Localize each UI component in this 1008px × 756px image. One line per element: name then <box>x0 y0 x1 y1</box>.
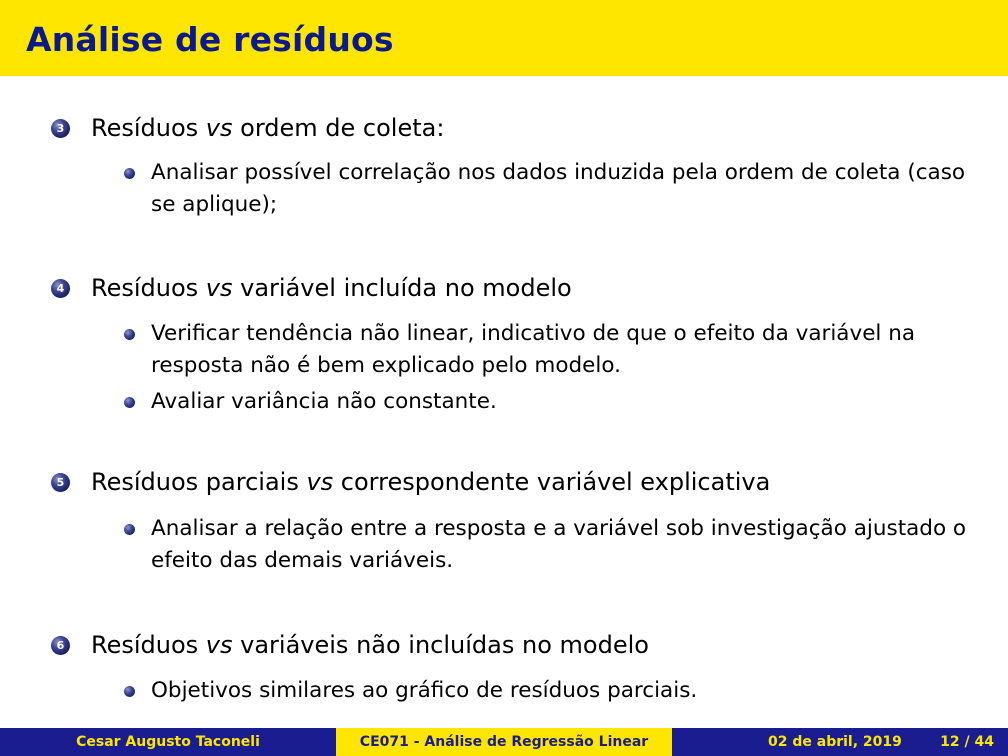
footer-date: 02 de abril, 2019 <box>768 734 902 750</box>
item-title-post: variável incluída no modelo <box>232 274 572 302</box>
item-title-em: vs <box>205 631 233 659</box>
item-title-pre: Resíduos <box>91 114 206 142</box>
sub-item-text: Verificar tendência não linear, indicativo de que o efeito da variável na resposta não é bem explicado pelo modelo. <box>151 321 916 378</box>
item-title-pre: Resíduos <box>91 631 206 659</box>
enumeration-ball-icon: 4 <box>51 279 70 298</box>
sub-item-text: Analisar a relação entre a resposta e a variável sob investigação ajustado o efeito das demais variáveis. <box>151 516 967 573</box>
page-number: 12 / 44 <box>940 734 994 750</box>
item-title-em: vs <box>205 274 233 302</box>
bullet-icon <box>124 524 135 535</box>
item-title-em: vs <box>205 114 233 142</box>
item-title <box>91 630 649 660</box>
bullet-icon <box>124 686 135 697</box>
bullet-icon <box>124 329 135 340</box>
page-title: Análise de resíduos <box>26 20 394 59</box>
item-title <box>91 273 572 303</box>
title-bar <box>0 0 1008 76</box>
item-title <box>91 467 770 497</box>
bullet-icon <box>124 397 135 408</box>
footer-author: Cesar Augusto Taconeli <box>0 728 336 756</box>
bullet-icon <box>124 168 135 179</box>
footer <box>0 728 1008 756</box>
sub-item-text: Objetivos similares ao gráfico de resíduos parciais. <box>151 678 698 703</box>
footer-course: CE071 - Análise de Regressão Linear <box>336 728 672 756</box>
enumeration-ball-icon: 3 <box>51 119 70 138</box>
item-title-post: variáveis não incluídas no modelo <box>232 631 649 659</box>
item-title <box>91 113 444 143</box>
sub-item-text: Avaliar variância não constante. <box>151 389 497 414</box>
item-title-pre: Resíduos parciais <box>91 468 307 496</box>
item-title-post: ordem de coleta: <box>232 114 445 142</box>
item-title-post: correspondente variável explicativa <box>333 468 771 496</box>
sub-item-text: Analisar possível correlação nos dados induzida pela ordem de coleta (caso se aplique); <box>151 160 966 217</box>
footer-right <box>672 728 1008 756</box>
item-title-em: vs <box>306 468 334 496</box>
enumeration-ball-icon: 5 <box>51 473 70 492</box>
item-title-pre: Resíduos <box>91 274 206 302</box>
enumeration-ball-icon: 6 <box>51 636 70 655</box>
